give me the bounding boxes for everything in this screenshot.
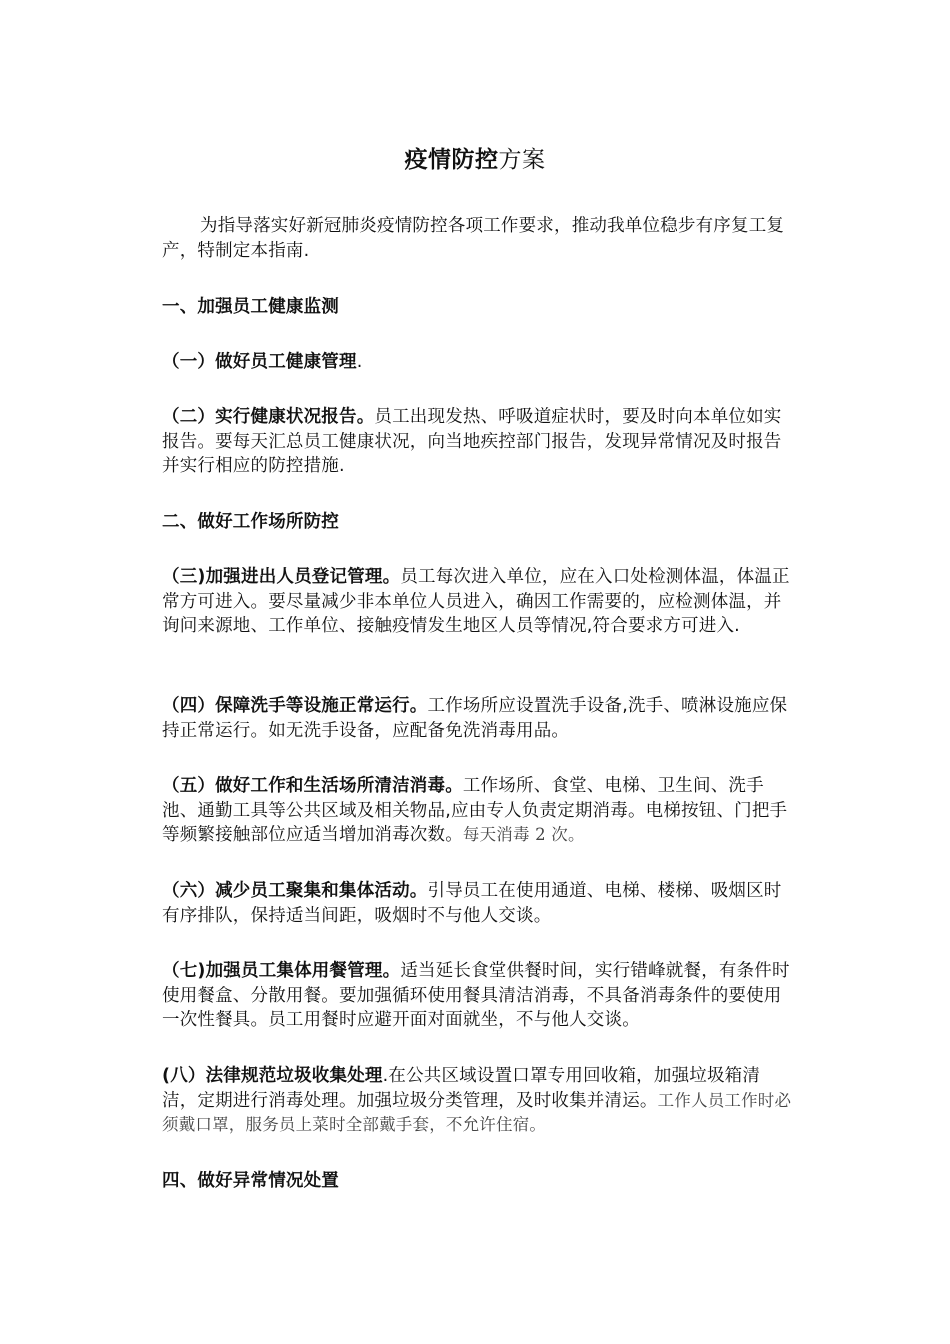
section-heading-1: 一、加强员工健康监测 [162, 297, 339, 317]
item-6 [162, 879, 792, 928]
item-1-lead: （一）做好员工健康管理 [162, 352, 357, 372]
item-4-lead: （四）保障洗手等设施正常运行。 [162, 696, 428, 716]
item-4 [162, 694, 792, 743]
item-5-note: 每天消毒 2 次。 [462, 825, 585, 844]
item-5 [162, 774, 792, 848]
section-heading-2: 二、做好工作场所防控 [162, 512, 339, 532]
item-3 [162, 565, 792, 639]
item-5-lead: （五）做好工作和生活场所清洁消毒。 [162, 776, 463, 796]
intro-text: 为指导落实好新冠肺炎疫情防控各项工作要求，推动我单位稳步有序复工复产，特制定本指南. [162, 216, 785, 261]
section-heading-4: 四、做好异常情况处置 [162, 1171, 339, 1191]
item-1 [162, 350, 792, 375]
intro-paragraph [162, 214, 792, 263]
item-8 [162, 1064, 792, 1138]
item-3-lead: （三)加强进出人员登记管理。 [162, 567, 401, 587]
item-2-lead: （二）实行健康状况报告。 [162, 407, 375, 427]
item-5-body: 工作场所、食堂、电梯、卫生间、洗手池、通勤工具等公共区域及相关物品,应由专人负责定期消毒。电梯按钮、门把手等频繁接触部位应适当增加消毒次数。 [162, 776, 788, 845]
item-8-body: .在公共区域设置口罩专用回收箱，加强垃圾箱清洁，定期进行消毒处理。加强垃圾分类管理，及时收集并清运。 [162, 1066, 761, 1111]
title-bold: 疫情防控 [404, 147, 499, 173]
item-8-lead: (八）法律规范垃圾收集处理 [162, 1066, 383, 1086]
item-6-lead: （六）减少员工聚集和集体活动。 [162, 881, 428, 901]
item-1-body: . [356, 352, 363, 372]
item-8-note: 工作人员工作时必须戴口罩，服务员上菜时全部戴手套，不允许住宿。 [162, 1090, 792, 1134]
item-7 [162, 959, 792, 1033]
item-3-body: 员工每次进入单位，应在入口处检测体温，体温正常方可进入。要尽量减少非本单位人员进入，确因工作需要的，应检测体温，并询问来源地、工作单位、接触疫情发生地区人员等情况,符合要求方可进入. [162, 567, 790, 636]
item-4-body: 工作场所应设置洗手设备,洗手、喷淋设施应保持正常运行。如无洗手设备，应配备免洗消毒用品。 [162, 696, 788, 741]
item-2 [162, 405, 792, 479]
item-6-body: 引导员工在使用通道、电梯、楼梯、吸烟区时有序排队，保持适当间距，吸烟时不与他人交谈。 [162, 881, 782, 926]
item-2-body: 员工出现发热、呼吸道症状时，要及时向本单位如实报告。要每天汇总员工健康状况，向当地疾控部门报告，发现异常情况及时报告并实行相应的防控措施. [162, 407, 782, 476]
page-title [0, 143, 950, 177]
item-7-lead: （七)加强员工集体用餐管理。 [162, 961, 401, 981]
title-rest: 方案 [498, 147, 546, 173]
item-7-body: 适当延长食堂供餐时间，实行错峰就餐，有条件时使用餐盒、分散用餐。要加强循环使用餐具清洁消毒，不具备消毒条件的要使用一次性餐具。员工用餐时应避开面对面就坐，不与他人交谈。 [162, 961, 790, 1030]
